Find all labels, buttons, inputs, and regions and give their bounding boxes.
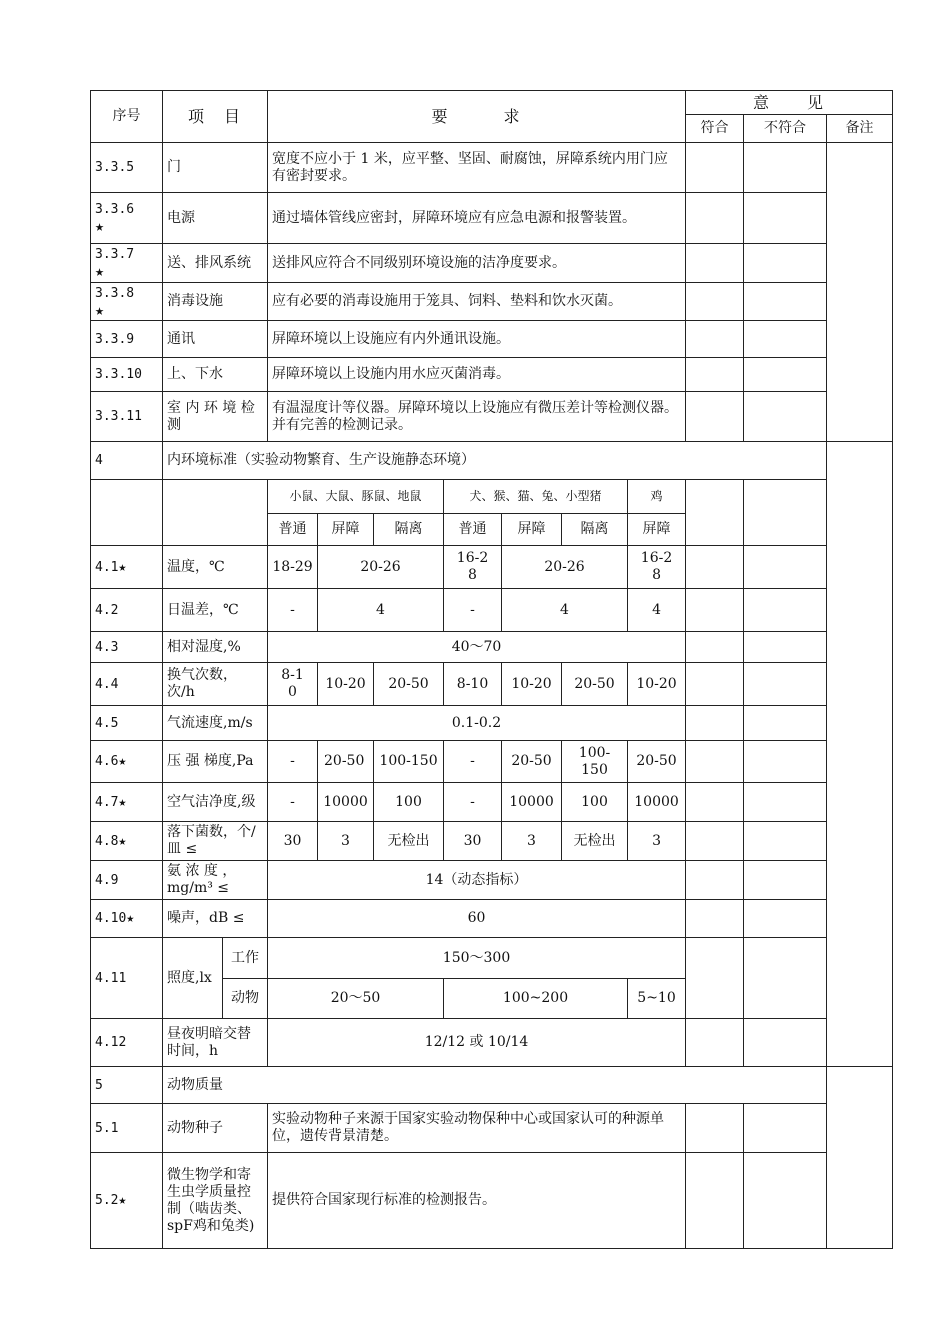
- value-cell: 20-50: [502, 741, 562, 783]
- nonconform-cell[interactable]: [744, 900, 827, 938]
- value-cell: 100-150: [562, 741, 628, 783]
- conform-cell[interactable]: [686, 392, 744, 442]
- row-number-text: 4.10: [95, 911, 127, 926]
- row-3-3-6: [91, 193, 893, 244]
- section-number: 4: [91, 442, 163, 480]
- group-chicken: 鸡: [628, 480, 686, 514]
- value-cell: 10000: [628, 783, 686, 822]
- group-rodent: 小鼠、大鼠、豚鼠、地鼠: [268, 480, 444, 514]
- row-4-11-work: [91, 938, 893, 979]
- row-4-1: [91, 546, 893, 589]
- nonconform-cell[interactable]: [744, 546, 827, 589]
- conform-cell[interactable]: [686, 283, 744, 321]
- header-opinion: 意 见: [686, 91, 893, 115]
- empty-cell: [91, 480, 163, 546]
- row-number: 3.3.5: [91, 143, 163, 193]
- value-cell: 20-50: [628, 741, 686, 783]
- nonconform-cell[interactable]: [744, 706, 827, 741]
- section-4-title-row: [91, 442, 893, 480]
- row-3-3-5: [91, 143, 893, 193]
- row-number-text: 4.6: [95, 754, 119, 769]
- value-cell: 无检出: [374, 822, 444, 861]
- star-icon: ★: [95, 262, 105, 280]
- col-isolation: 隔离: [374, 514, 444, 546]
- requirement-text: 有温湿度计等仪器。屏障环境以上设施应有微压差计等检测仪器。并有完善的检测记录。: [268, 392, 686, 442]
- item-name: 门: [163, 143, 268, 193]
- row-3-3-8: [91, 283, 893, 321]
- requirement-text: 屏障环境以上设施应有内外通讯设施。: [268, 321, 686, 358]
- conform-cell[interactable]: [686, 663, 744, 706]
- nonconform-cell[interactable]: [744, 358, 827, 392]
- row-4-3: [91, 632, 893, 663]
- star-icon: ★: [118, 754, 127, 769]
- value-cell: 20-50: [374, 663, 444, 706]
- star-icon: ★: [95, 217, 105, 235]
- row-number-text: 3.3.7: [95, 247, 135, 262]
- row-4-12: [91, 1019, 893, 1067]
- remark-cell[interactable]: [827, 1067, 893, 1249]
- conform-cell[interactable]: [686, 1153, 744, 1249]
- value-cell: 20-26: [318, 546, 444, 589]
- conform-cell[interactable]: [686, 632, 744, 663]
- item-name: 微生物学和寄生虫学质量控制（啮齿类、spF鸡和兔类): [163, 1153, 268, 1249]
- group-header-row: [91, 480, 893, 514]
- nonconform-cell[interactable]: [744, 480, 827, 546]
- row-number: 4.4: [91, 663, 163, 706]
- row-number: [91, 822, 163, 861]
- item-name: 换气次数，次/h: [163, 663, 268, 706]
- row-5-1: [91, 1104, 893, 1153]
- value-cell: 10-20: [502, 663, 562, 706]
- value-cell: 3: [628, 822, 686, 861]
- row-number: 5.1: [91, 1104, 163, 1153]
- item-name: 上、下水: [163, 358, 268, 392]
- star-icon: ★: [118, 559, 127, 575]
- row-4-9: [91, 861, 893, 900]
- inspection-table: [90, 90, 893, 1249]
- value-cell: 10000: [502, 783, 562, 822]
- row-number: [91, 783, 163, 822]
- conform-cell[interactable]: [686, 900, 744, 938]
- conform-cell[interactable]: [686, 546, 744, 589]
- row-number: [91, 193, 163, 244]
- conform-cell[interactable]: [686, 589, 744, 632]
- conform-cell[interactable]: [686, 822, 744, 861]
- header-seq: 序号: [91, 91, 163, 143]
- nonconform-cell[interactable]: [744, 392, 827, 442]
- col-normal: 普通: [444, 514, 502, 546]
- value-cell: -: [268, 589, 318, 632]
- row-number: [91, 283, 163, 321]
- conform-cell[interactable]: [686, 193, 744, 244]
- row-number: 3.3.11: [91, 392, 163, 442]
- row-4-6: [91, 741, 893, 783]
- row-4-8: [91, 822, 893, 861]
- nonconform-cell[interactable]: [744, 783, 827, 822]
- row-number: 4.3: [91, 632, 163, 663]
- value-cell: 4: [318, 589, 444, 632]
- section-title: 内环境标准（实验动物繁育、生产设施静态环境）: [163, 442, 827, 480]
- conform-cell[interactable]: [686, 741, 744, 783]
- value-cell: 3: [502, 822, 562, 861]
- item-name: 温度，℃: [163, 546, 268, 589]
- section-number: 5: [91, 1067, 163, 1104]
- value-cell: -: [268, 741, 318, 783]
- row-number: [91, 900, 163, 938]
- nonconform-cell[interactable]: [744, 589, 827, 632]
- nonconform-cell[interactable]: [744, 321, 827, 358]
- value-cell: 30: [444, 822, 502, 861]
- value-cell: 100: [562, 783, 628, 822]
- col-isolation: 隔离: [562, 514, 628, 546]
- item-name: 动物种子: [163, 1104, 268, 1153]
- row-number: 4.9: [91, 861, 163, 900]
- row-3-3-9: [91, 321, 893, 358]
- nonconform-cell[interactable]: [744, 663, 827, 706]
- row-number: 4.11: [91, 938, 163, 1019]
- value-cell: 10000: [318, 783, 374, 822]
- conform-cell[interactable]: [686, 1019, 744, 1067]
- item-name: 气流速度,m/s: [163, 706, 268, 741]
- conform-cell[interactable]: [686, 244, 744, 283]
- value-cell: 20～50: [268, 979, 444, 1019]
- conform-cell[interactable]: [686, 861, 744, 900]
- row-number-text: 4.7: [95, 794, 119, 810]
- conform-cell[interactable]: [686, 480, 744, 546]
- value-cell: -: [268, 783, 318, 822]
- nonconform-cell[interactable]: [744, 861, 827, 900]
- nonconform-cell[interactable]: [744, 938, 827, 1019]
- row-4-7: [91, 783, 893, 822]
- col-normal: 普通: [268, 514, 318, 546]
- value-cell: -: [444, 589, 502, 632]
- row-number-text: 5.2: [95, 1193, 119, 1208]
- item-name: 日温差，℃: [163, 589, 268, 632]
- item-name: 噪声，dB ≤: [163, 900, 268, 938]
- row-3-3-11: [91, 392, 893, 442]
- value-cell: 10-20: [318, 663, 374, 706]
- conform-cell[interactable]: [686, 358, 744, 392]
- conform-cell[interactable]: [686, 706, 744, 741]
- nonconform-cell[interactable]: [744, 741, 827, 783]
- value-cell: 100: [374, 783, 444, 822]
- value-cell: 8-10: [268, 663, 318, 706]
- requirement-text: 实验动物种子来源于国家实验动物保种中心或国家认可的种源单位，遗传背景清楚。: [268, 1104, 686, 1153]
- nonconform-cell[interactable]: [744, 632, 827, 663]
- value-cell: 20-50: [562, 663, 628, 706]
- row-number: 4.12: [91, 1019, 163, 1067]
- value-cell: 20-26: [502, 546, 628, 589]
- value-cell: 12/12 或 10/14: [268, 1019, 686, 1067]
- nonconform-cell[interactable]: [744, 193, 827, 244]
- requirement-text: 送排风应符合不同级别环境设施的洁净度要求。: [268, 244, 686, 283]
- item-name: 落下菌数，个/皿 ≤: [163, 822, 268, 861]
- col-barrier: 屏障: [628, 514, 686, 546]
- nonconform-cell[interactable]: [744, 822, 827, 861]
- requirement-text: 提供符合国家现行标准的检测报告。: [268, 1153, 686, 1249]
- illuminance-animal-label: 动物: [223, 979, 268, 1019]
- item-name: 空气洁净度,级: [163, 783, 268, 822]
- item-name: 室 内 环 境 检测: [163, 392, 268, 442]
- value-cell: 100~200: [444, 979, 628, 1019]
- row-4-4: [91, 663, 893, 706]
- value-cell: -: [444, 741, 502, 783]
- conform-cell[interactable]: [686, 143, 744, 193]
- requirement-text: 屏障环境以上设施内用水应灭菌消毒。: [268, 358, 686, 392]
- requirement-text: 通过墙体管线应密封，屏障环境应有应急电源和报警装置。: [268, 193, 686, 244]
- row-3-3-7: [91, 244, 893, 283]
- row-number: [91, 244, 163, 283]
- section-5-title-row: [91, 1067, 893, 1104]
- row-3-3-10: [91, 358, 893, 392]
- remark-cell[interactable]: [827, 442, 893, 1067]
- value-cell: 3: [318, 822, 374, 861]
- header-nonconform: 不符合: [744, 115, 827, 143]
- value-cell: 0.1-0.2: [268, 706, 686, 741]
- row-number-text: 4.1: [95, 559, 119, 575]
- item-name: 送、排风系统: [163, 244, 268, 283]
- row-4-5: [91, 706, 893, 741]
- conform-cell[interactable]: [686, 321, 744, 358]
- conform-cell[interactable]: [686, 938, 744, 1019]
- value-cell: 4: [502, 589, 628, 632]
- item-name: 消毒设施: [163, 283, 268, 321]
- value-cell: 8-10: [444, 663, 502, 706]
- row-number: [91, 741, 163, 783]
- nonconform-cell[interactable]: [744, 283, 827, 321]
- header-requirement: 要 求: [268, 91, 686, 143]
- nonconform-cell[interactable]: [744, 1153, 827, 1249]
- row-number: [91, 546, 163, 589]
- row-4-2: [91, 589, 893, 632]
- nonconform-cell[interactable]: [744, 143, 827, 193]
- value-cell: 16-28: [628, 546, 686, 589]
- value-cell: 40～70: [268, 632, 686, 663]
- star-icon: ★: [126, 911, 135, 926]
- value-cell: 100-150: [374, 741, 444, 783]
- requirement-text: 宽度不应小于 1 米，应平整、坚固、耐腐蚀，屏障系统内用门应有密封要求。: [268, 143, 686, 193]
- col-barrier: 屏障: [318, 514, 374, 546]
- row-number: 3.3.10: [91, 358, 163, 392]
- value-cell: 14（动态指标）: [268, 861, 686, 900]
- star-icon: ★: [95, 300, 105, 319]
- row-number: [91, 1153, 163, 1249]
- nonconform-cell[interactable]: [744, 1104, 827, 1153]
- row-number: 4.5: [91, 706, 163, 741]
- value-cell: 150～300: [268, 938, 686, 979]
- header-conform: 符合: [686, 115, 744, 143]
- empty-cell: [163, 480, 268, 546]
- row-number: 4.2: [91, 589, 163, 632]
- header-row-top: [91, 91, 893, 115]
- item-name: 电源: [163, 193, 268, 244]
- remark-cell[interactable]: [827, 143, 893, 442]
- item-name: 压 强 梯度,Pa: [163, 741, 268, 783]
- value-cell: 20-50: [318, 741, 374, 783]
- section-title: 动物质量: [163, 1067, 827, 1104]
- conform-cell[interactable]: [686, 783, 744, 822]
- col-barrier: 屏障: [502, 514, 562, 546]
- conform-cell[interactable]: [686, 1104, 744, 1153]
- item-name: 相对湿度,%: [163, 632, 268, 663]
- value-cell: 10-20: [628, 663, 686, 706]
- value-cell: 16-28: [444, 546, 502, 589]
- star-icon: ★: [118, 1193, 127, 1208]
- item-name: 昼夜明暗交替时间，h: [163, 1019, 268, 1067]
- nonconform-cell[interactable]: [744, 244, 827, 283]
- header-item: 项 目: [163, 91, 268, 143]
- value-cell: -: [444, 783, 502, 822]
- value-cell: 60: [268, 900, 686, 938]
- value-cell: 30: [268, 822, 318, 861]
- item-name: 通讯: [163, 321, 268, 358]
- star-icon: ★: [118, 794, 127, 810]
- header-remark: 备注: [827, 115, 893, 143]
- row-number-text: 4.8: [95, 833, 119, 849]
- nonconform-cell[interactable]: [744, 1019, 827, 1067]
- row-number: 3.3.9: [91, 321, 163, 358]
- row-number-text: 3.3.8: [95, 285, 135, 301]
- group-large-animals: 犬、猴、猫、兔、小型猪: [444, 480, 628, 514]
- value-cell: 4: [628, 589, 686, 632]
- illuminance-work-label: 工作: [223, 938, 268, 979]
- value-cell: 5~10: [628, 979, 686, 1019]
- item-name: 氨 浓 度 ，mg/m³ ≤: [163, 861, 268, 900]
- star-icon: ★: [118, 833, 127, 849]
- item-name: 照度,lx: [163, 938, 223, 1019]
- value-cell: 无检出: [562, 822, 628, 861]
- requirement-text: 应有必要的消毒设施用于笼具、饲料、垫料和饮水灭菌。: [268, 283, 686, 321]
- row-5-2: [91, 1153, 893, 1249]
- row-number-text: 3.3.6: [95, 202, 135, 217]
- value-cell: 18-29: [268, 546, 318, 589]
- row-4-10: [91, 900, 893, 938]
